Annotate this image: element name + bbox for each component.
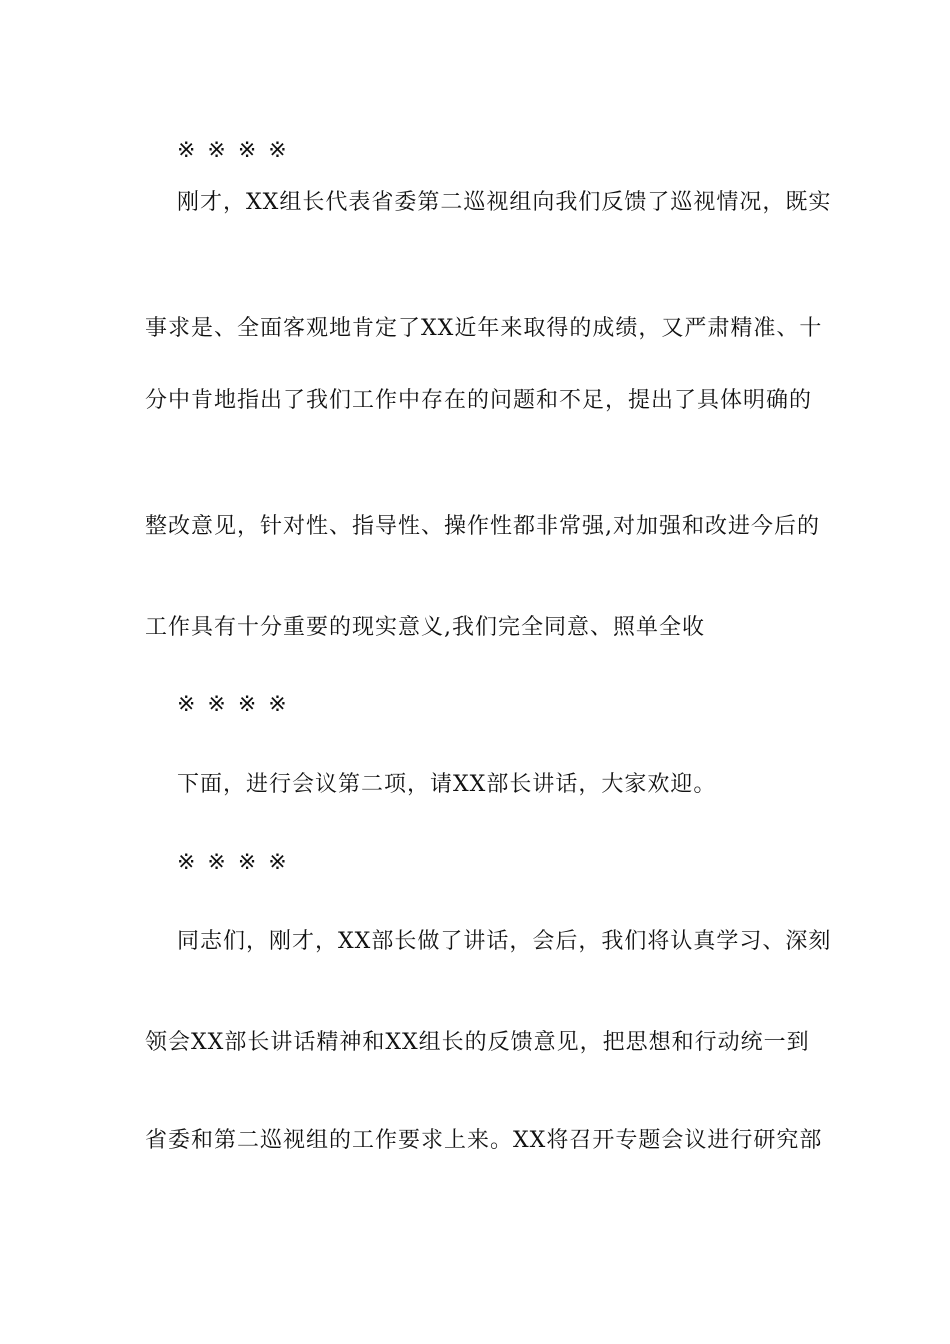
paragraph-line: 领会XX部长讲话精神和XX组长的反馈意见，把思想和行动统一到	[145, 1030, 810, 1055]
paragraph-line: 分中肯地指出了我们工作中存在的问题和不足，提出了具体明确的	[145, 388, 813, 413]
section-separator: ※※※※	[177, 850, 299, 875]
paragraph-line: 整改意见，针对性、指导性、操作性都非常强,对加强和改进今后的	[145, 514, 820, 539]
paragraph-line: 刚才，XX组长代表省委第二巡视组向我们反馈了巡视情况，既实	[177, 190, 832, 215]
paragraph-line: 下面，进行会议第二项，请XX部长讲话，大家欢迎。	[177, 772, 717, 797]
paragraph-line: 事求是、全面客观地肯定了XX近年来取得的成绩，又严肃精准、十	[145, 316, 823, 341]
paragraph-line: 同志们，刚才，XX部长做了讲话，会后，我们将认真学习、深刻	[177, 929, 832, 954]
paragraph-line: 省委和第二巡视组的工作要求上来。XX将召开专题会议进行研究部	[145, 1128, 823, 1153]
section-separator: ※※※※	[177, 138, 299, 163]
section-separator: ※※※※	[177, 692, 299, 717]
paragraph-line: 工作具有十分重要的现实意义,我们完全同意、照单全收	[145, 615, 705, 640]
